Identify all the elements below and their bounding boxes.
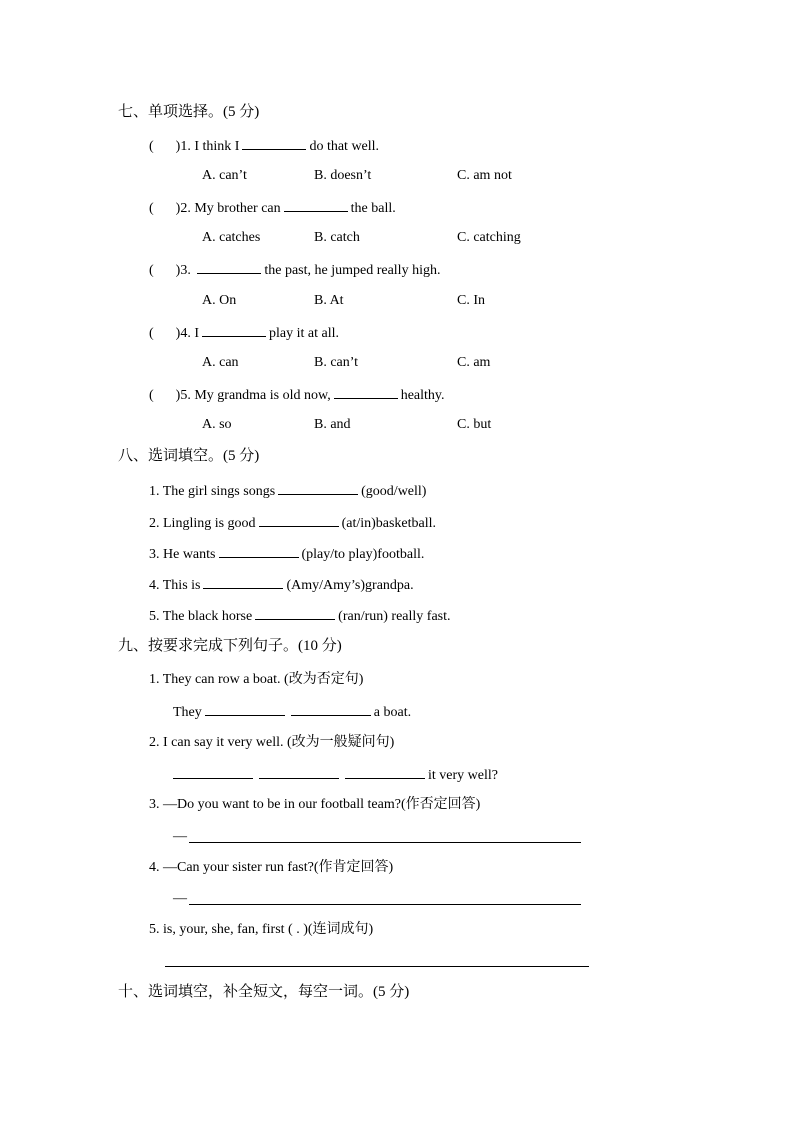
rewrite-answer-2: it very well? [170,765,498,785]
answer-line-4[interactable] [189,904,581,905]
option-b[interactable]: B. can’t [314,355,359,370]
question-4: ( )4. I play it at all. [149,323,339,343]
option-b[interactable]: B. and [314,417,351,432]
option-c[interactable]: C. am [457,355,491,370]
fill-blank[interactable] [173,765,253,779]
question-5: ( )5. My grandma is old now, healthy. [149,385,445,405]
fill-blank[interactable] [259,513,339,527]
fill-item-2: 2. Lingling is good (at/in)basketball. [149,513,436,533]
open-paren: ( [149,139,154,154]
rewrite-question-2: 2. I can say it very well. (改为一般疑问句) [149,735,395,750]
fill-item-4: 4. This is (Amy/Amy’s)grandpa. [149,575,414,595]
section-8-heading: 八、选词填空。(5 分) [118,448,260,464]
rewrite-question-3: 3. —Do you want to be in our football team?(作否定回答) [149,797,481,812]
fill-blank[interactable] [278,481,358,495]
option-a[interactable]: A. On [202,293,237,308]
section-9-heading: 九、按要求完成下列句子。(10 分) [118,638,342,654]
option-c[interactable]: C. catching [457,230,521,245]
answer-dash: — [173,891,187,906]
fill-item-1: 1. The girl sings songs (good/well) [149,481,426,501]
fill-blank[interactable] [334,385,398,399]
option-b[interactable]: B. doesn’t [314,168,372,183]
rewrite-question-5: 5. is, your, she, fan, first ( . )(连词成句) [149,922,374,937]
option-c[interactable]: C. am not [457,168,512,183]
fill-blank[interactable] [202,323,266,337]
fill-item-5: 5. The black horse (ran/run) really fast. [149,606,451,626]
option-a[interactable]: A. so [202,417,232,432]
section-10-heading: 十、选词填空，补全短文，每空一词。(5 分) [118,984,410,1000]
fill-blank[interactable] [205,702,285,716]
answer-line-3[interactable] [189,842,581,843]
option-a[interactable]: A. can [202,355,239,370]
fill-blank[interactable] [284,198,348,212]
rewrite-question-4: 4. —Can your sister run fast?(作肯定回答) [149,860,394,875]
fill-blank[interactable] [291,702,371,716]
fill-blank[interactable] [345,765,425,779]
fill-blank[interactable] [203,575,283,589]
section-7-heading: 七、单项选择。(5 分) [118,104,260,120]
question-2: ( )2. My brother can the ball. [149,198,396,218]
fill-blank[interactable] [197,260,261,274]
option-a[interactable]: A. catches [202,230,261,245]
option-c[interactable]: C. In [457,293,485,308]
option-b[interactable]: B. At [314,293,344,308]
answer-line-5[interactable] [165,966,589,967]
fill-blank[interactable] [255,606,335,620]
rewrite-question-1: 1. They can row a boat. (改为否定句) [149,672,364,687]
fill-blank[interactable] [219,544,299,558]
question-3: ( )3. the past, he jumped really high. [149,260,440,280]
fill-blank[interactable] [259,765,339,779]
option-c[interactable]: C. but [457,417,492,432]
option-a[interactable]: A. can’t [202,168,247,183]
option-b[interactable]: B. catch [314,230,360,245]
fill-blank[interactable] [242,136,306,150]
answer-dash: — [173,829,187,844]
fill-item-3: 3. He wants (play/to play)football. [149,544,424,564]
question-1: ( )1. I think I do that well. [149,136,379,156]
rewrite-answer-1: They a boat. [173,702,411,722]
